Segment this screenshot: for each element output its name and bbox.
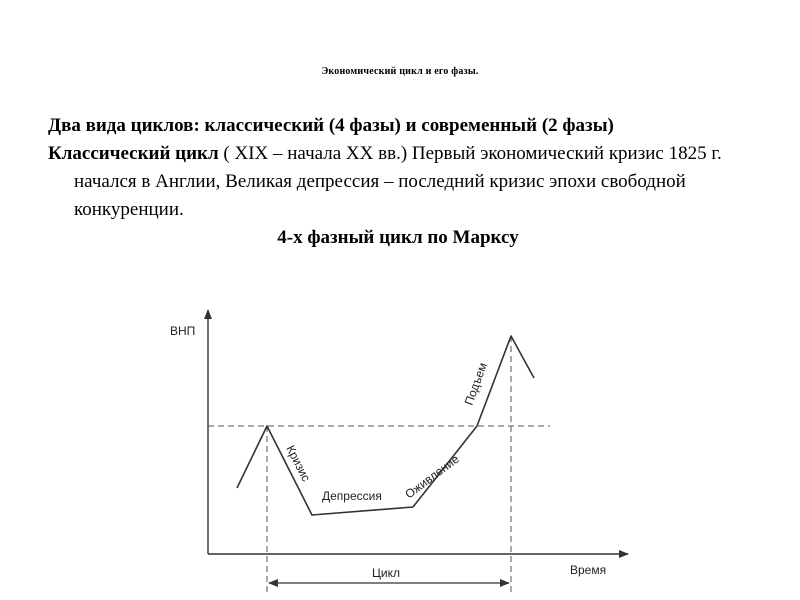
slide-text — [48, 112, 748, 252]
classic-cycle-description: ( XIX – начала XX вв.) Первый экономический кризис 1825 г. начался в Англии, Великая депрессия – последний кризис эпохи свободной конкуренции. — [74, 143, 722, 220]
phase-revival-label: Оживление — [402, 451, 462, 502]
cycle-types-text: Два вида циклов: классический (4 фазы) и современный (2 фазы) — [48, 115, 614, 136]
business-cycle-svg — [150, 302, 650, 600]
slide-title: Экономический цикл и его фазы. — [321, 66, 479, 77]
phase-crisis-label: Кризис — [283, 443, 314, 484]
cycle-types-line — [48, 112, 748, 140]
classic-cycle-paragraph — [48, 140, 748, 224]
business-cycle-diagram — [150, 302, 650, 600]
phase-upswing-label: Подъем — [461, 360, 490, 408]
cycle-label: Цикл — [372, 566, 400, 580]
x-axis-label: Время — [570, 563, 607, 577]
y-axis-label: ВНП — [170, 324, 196, 338]
marx-cycle-subtitle: 4-х фазный цикл по Марксу — [277, 227, 519, 248]
phase-depression-label: Депрессия — [322, 489, 382, 503]
classic-cycle-term: Классический цикл — [48, 143, 219, 164]
